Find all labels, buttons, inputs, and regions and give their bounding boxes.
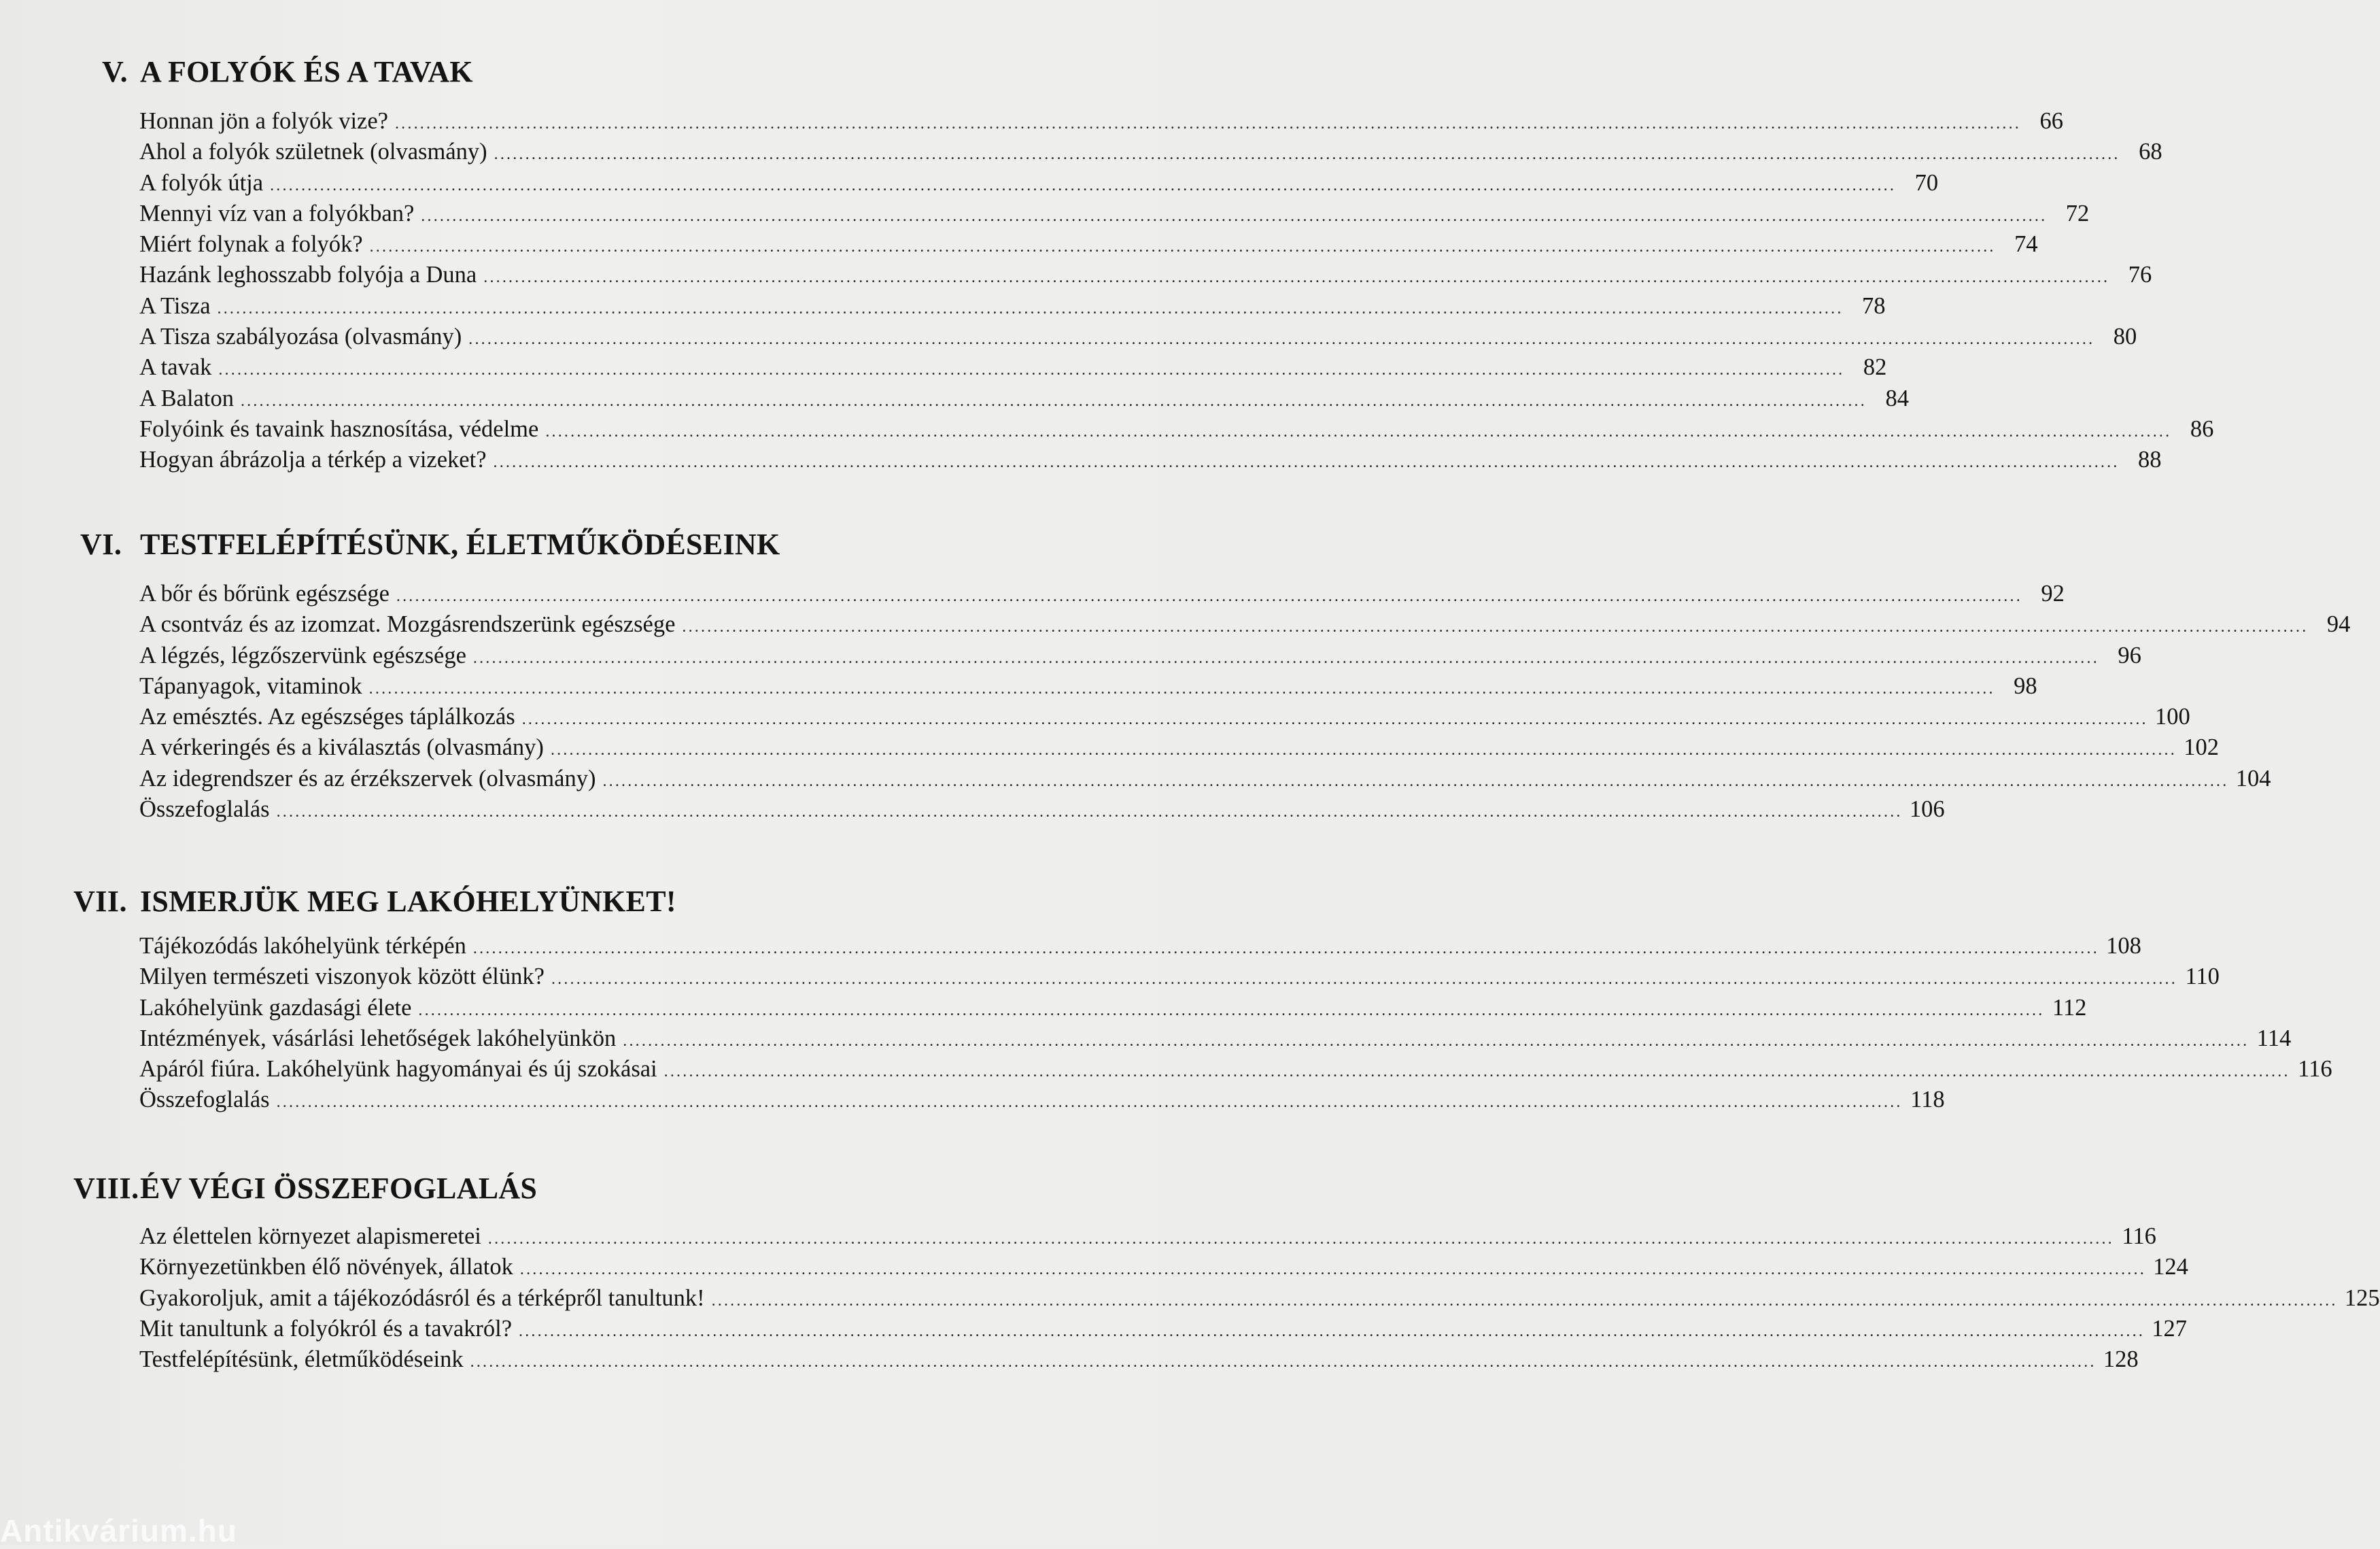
toc-entry [139,322,2137,352]
section-number: V. [102,55,128,88]
entry-title: A tavak [139,354,212,381]
toc-entry [139,993,2087,1023]
toc-section-viii [0,1171,2380,1373]
toc-entry [139,229,2038,260]
entry-title: Összefoglalás [139,1087,270,1113]
toc-entries [139,931,2332,1116]
entry-page-number: 66 [2039,108,2063,134]
dot-leader: .................................................................................................................................................................................................................................................................... [521,711,2148,729]
dot-leader: .................................................................................................................................................................................................................................................................... [240,392,1867,410]
entry-page-number: 124 [2153,1254,2188,1280]
entry-title: Ahol a folyók születnek (olvasmány) [139,139,487,165]
toc-section-vi [0,527,2351,823]
toc-entry [139,137,2162,167]
dot-leader: .................................................................................................................................................................................................................................................................... [218,361,1845,379]
section-heading [0,527,1158,571]
entry-page-number: 72 [2065,200,2090,226]
entry-page-number: 128 [2103,1346,2139,1373]
dot-leader: .................................................................................................................................................................................................................................................................... [711,1291,2338,1310]
entry-page-number: 92 [2041,581,2065,607]
entry-title: Hazánk leghosszabb folyója a Duna [139,262,477,288]
dot-leader: .................................................................................................................................................................................................................................................................... [276,803,1903,821]
dot-leader: .................................................................................................................................................................................................................................................................... [483,269,2110,287]
dot-leader: .................................................................................................................................................................................................................................................................... [545,422,2172,441]
toc-entry [139,609,2351,640]
dot-leader: .................................................................................................................................................................................................................................................................... [623,1032,2249,1050]
dot-leader: .................................................................................................................................................................................................................................................................... [470,1353,2097,1372]
entry-title: Honnan jön a folyók vize? [139,108,388,134]
toc-entry [139,445,2162,475]
toc-entry [139,1314,2188,1344]
entry-page-number: 76 [2128,262,2152,288]
dot-leader: .................................................................................................................................................................................................................................................................... [394,115,2021,133]
toc-entry [139,1085,1945,1115]
toc-entry [139,1023,2292,1054]
entry-title: Tájékozódás lakóhelyünk térképén [139,933,466,959]
dot-leader: .................................................................................................................................................................................................................................................................... [418,1001,2045,1019]
entry-title: Az élettelen környezet alapismeretei [139,1223,481,1249]
toc-section-vii [0,884,2332,1113]
entry-page-number: 84 [1885,385,1909,411]
entry-title: Folyóink és tavaink hasznosítása, védelme [139,415,539,442]
section-title: ISMERJÜK MEG LAKÓHELYÜNKET! [140,885,676,918]
toc-entry [139,414,2214,445]
entry-title: Milyen természeti viszonyok között élünk? [139,964,545,990]
dot-leader: .................................................................................................................................................................................................................................................................... [602,772,2229,790]
section-number: VIII. [73,1172,139,1205]
dot-leader: .................................................................................................................................................................................................................................................................... [276,1093,1903,1112]
entry-page-number: 106 [1909,796,1945,823]
entry-title: A Balaton [139,385,234,411]
entry-page-number: 88 [2138,447,2162,473]
entry-page-number: 125 [2344,1284,2380,1311]
dot-leader: .................................................................................................................................................................................................................................................................... [550,741,2177,760]
entry-title: Testfelépítésünk, életműködéseink [139,1346,464,1373]
entry-title: Miért folynak a folyók? [139,231,363,258]
toc-entry [139,352,1887,383]
entry-page-number: 114 [2256,1025,2292,1051]
entry-page-number: 118 [1910,1087,1945,1113]
entry-title: Az emésztés. Az egészséges táplálkozás [139,704,515,730]
toc-entry [139,106,2063,137]
section-heading [0,54,1158,98]
entry-title: Környezetünkben élő növények, állatok [139,1254,513,1280]
entry-title: A csontváz és az izomzat. Mozgásrendszerünk egészsége [139,611,676,638]
entry-page-number: 100 [2154,704,2190,730]
entry-page-number: 110 [2185,964,2220,990]
dot-leader: .................................................................................................................................................................................................................................................................... [493,454,2120,472]
toc-entry [139,671,2037,702]
entry-page-number: 82 [1863,354,1887,381]
toc-entry [139,931,2141,961]
entry-title: A légzés, légzőszervünk egészsége [139,642,466,668]
entry-title: Összefoglalás [139,796,270,823]
toc-entry [139,702,2190,732]
dot-leader: .................................................................................................................................................................................................................................................................... [217,299,1844,318]
section-title: TESTFELÉPÍTÉSÜNK, ÉLETMŰKÖDÉSEINK [140,528,780,561]
dot-leader: .................................................................................................................................................................................................................................................................... [421,207,2048,225]
entry-page-number: 102 [2184,734,2219,761]
section-heading [0,1171,1158,1214]
dot-leader: .................................................................................................................................................................................................................................................................... [369,238,1996,256]
entry-title: Az idegrendszer és az érzékszervek (olvasmány) [139,765,596,791]
section-title: A FOLYÓK ÉS A TAVAK [140,55,473,88]
dot-leader: .................................................................................................................................................................................................................................................................... [519,1322,2145,1340]
toc-entries [139,1221,2380,1375]
watermark-text: Antikvárium.hu [0,1513,237,1548]
entry-page-number: 116 [2122,1223,2156,1249]
entry-title: A vérkeringés és a kiválasztás (olvasmány) [139,734,544,761]
entry-title: Tápanyagok, vitaminok [139,673,362,699]
dot-leader: .................................................................................................................................................................................................................................................................... [472,940,2099,957]
entry-title: Hogyan ábrázolja a térkép a vizeket? [139,447,487,473]
entry-page-number: 96 [2118,642,2141,668]
dot-leader: .................................................................................................................................................................................................................................................................... [519,1261,2146,1279]
entry-title: Mit tanultunk a folyókról és a tavakról? [139,1315,513,1342]
entry-page-number: 94 [2326,611,2351,638]
entry-title: A Tisza [139,292,211,319]
toc-section-v [0,54,2214,473]
entry-page-number: 80 [2113,324,2137,350]
toc-entry [139,764,2271,794]
section-number: VI. [80,528,122,561]
dot-leader: .................................................................................................................................................................................................................................................................... [682,618,2309,636]
dot-leader: .................................................................................................................................................................................................................................................................... [494,146,2120,164]
entry-page-number: 108 [2106,933,2141,959]
dot-leader: .................................................................................................................................................................................................................................................................... [487,1230,2114,1248]
entry-title: Lakóhelyünk gazdasági élete [139,994,412,1021]
section-heading [0,884,1158,927]
dot-leader: .................................................................................................................................................................................................................................................................... [551,970,2177,989]
entry-title: Mennyi víz van a folyókban? [139,200,415,226]
toc-entry [139,732,2219,763]
dot-leader: .................................................................................................................................................................................................................................................................... [368,679,1995,698]
entry-page-number: 104 [2235,765,2271,791]
toc-entries [139,106,2214,476]
toc-entry [139,384,1909,414]
toc-entry [139,961,2220,992]
toc-entry [139,579,2065,609]
section-number: VII. [73,885,128,918]
toc-entry [139,641,2141,671]
dot-leader: .................................................................................................................................................................................................................................................................... [468,330,2095,349]
dot-leader: .................................................................................................................................................................................................................................................................... [270,176,1897,194]
entry-title: Apáról fiúra. Lakóhelyünk hagyományai és új szokásai [139,1056,657,1083]
dot-leader: .................................................................................................................................................................................................................................................................... [472,649,2099,667]
entry-title: A Tisza szabályozása (olvasmány) [139,324,462,350]
dot-leader: .................................................................................................................................................................................................................................................................... [396,588,2022,605]
toc-entry [139,1252,2188,1282]
toc-entry [139,1221,2156,1252]
entry-title: Gyakoroljuk, amit a tájékozódásról és a térképről tanultunk! [139,1284,705,1311]
entry-page-number: 78 [1862,292,1886,319]
entry-page-number: 98 [2014,673,2037,699]
toc-entry [139,168,1939,199]
toc-entries [139,579,2351,825]
toc-entry [139,291,1886,322]
entry-title: A folyók útja [139,169,264,196]
entry-page-number: 68 [2139,139,2162,165]
entry-title: A bőr és bőrünk egészsége [139,581,390,607]
toc-entry [139,1344,2139,1375]
entry-page-number: 112 [2052,994,2087,1021]
dot-leader: .................................................................................................................................................................................................................................................................... [663,1063,2290,1081]
toc-entry [139,1054,2332,1085]
toc-entry [139,260,2152,290]
toc-entry [139,1283,2380,1314]
section-title: ÉV VÉGI ÖSSZEFOGLALÁS [140,1172,538,1205]
entry-title: Intézmények, vásárlási lehetőségek lakóhelyünkön [139,1025,617,1051]
toc-entry [139,199,2090,229]
entry-page-number: 86 [2190,415,2214,442]
entry-page-number: 70 [1914,169,1939,196]
entry-page-number: 74 [2014,231,2038,258]
toc-entry [139,794,1945,825]
entry-page-number: 127 [2152,1315,2188,1342]
entry-page-number: 116 [2298,1056,2332,1083]
